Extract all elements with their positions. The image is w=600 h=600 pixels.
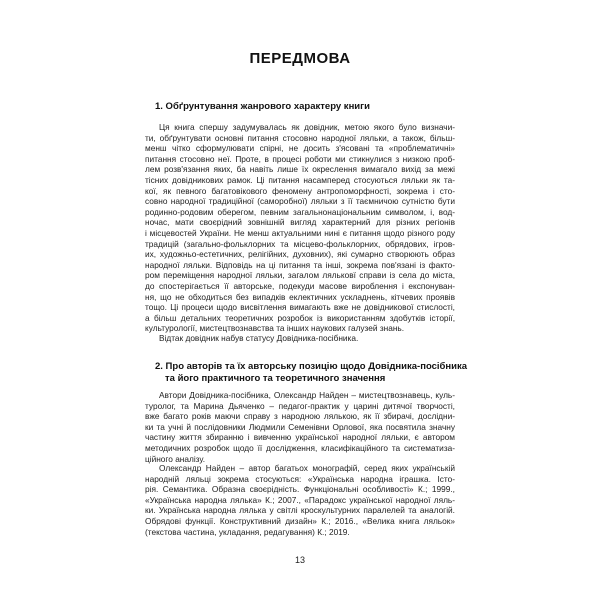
section-2-heading-line-2: та його практичного та теоретичного значення xyxy=(165,373,386,384)
section-2-line: туролог, та Марина Дьяченко – педагог-практик у царині дитячої творчості, xyxy=(145,400,455,411)
section-1-line: до спостерігається її авторське, подекуди масове вироблення і експонуван- xyxy=(145,280,455,291)
section-1-line: кої, як певного багатовікового феномену антропоморфності, зокрема і сто- xyxy=(145,185,455,196)
section-2-line: Обрядові функції. Конструктивний дизайн» К.; 2016., «Велика книга ляльок» xyxy=(145,515,455,526)
section-1-heading: 1. Обґрунтування жанрового характеру книги xyxy=(155,101,370,112)
section-2-line: народній ляльці зокрема стосуються: «Українська народна іграшка. Істо- xyxy=(145,473,455,484)
section-1-line: ти, обґрунтувати основні питання стосовно народної ляльки, а також, більш- xyxy=(145,132,455,143)
section-1-line: народної ляльки. Відповідь на ці питання та інші, зокрема пов'язані із факто- xyxy=(145,259,455,270)
section-2-line: (текстова частина, укладання, редагування) К.; 2019. xyxy=(145,526,350,537)
section-1-line: менш чітко сформулювати спірні, не досить з'ясовані та «проблематичні» xyxy=(145,143,455,154)
section-1-line: а більш детальних теоретичних розробок із використанням здобутків історії, xyxy=(145,312,455,323)
section-1-closing xyxy=(145,333,455,344)
section-1-line: культурології, мистецтвознавства та інших наукових галузей знань. xyxy=(145,323,405,334)
section-1-closing-line: Відтак довідник набув статусу Довідника-посібника. xyxy=(159,333,359,343)
section-2-line: методичних розробок щодо її дослідження, класифікаційного та систематиза- xyxy=(145,442,455,453)
section-1-line: тісних довідникових рамок. Ці питання насамперед стосуються ляльки як та- xyxy=(145,174,455,185)
page-title: ПЕРЕДМОВА xyxy=(249,50,351,67)
section-2-line: рія. Семантика. Образна своєрідність. Функціональні особливості» К.; 1999., xyxy=(145,484,455,495)
section-1-line: традицій (загально-фольклорних та місцево-фольклорних, обрядових, ігров- xyxy=(145,238,455,249)
section-2-line: ки та учні й послідовники Людмили Семенівни Орлової, яка посвятила значну xyxy=(145,421,455,432)
section-2-line: ційного аналізу. xyxy=(145,453,206,464)
section-1-body xyxy=(145,122,455,334)
section-1-line: і місцевостей України. Не менш актуальними нині є питання щодо різного роду xyxy=(145,227,455,238)
section-1-line: родинно-родовим оберегом, певним загальнонаціональним символом, і, вод- xyxy=(145,206,455,217)
section-1-line: их, художньо-естетичних, релігійних, духовних), які сумарно створюють образ xyxy=(145,249,455,260)
section-2-heading-line-1: 2. Про авторів та їх авторську позицію щодо Довідника-посібника xyxy=(155,361,468,372)
section-2-line: «Українська народна лялька» К.; 2007., «Парадокс української народної ляль- xyxy=(145,494,455,505)
section-2-line: частину життя збиранню і вивченню української народної ляльки, є автором xyxy=(145,432,455,443)
section-1-line: ня, що не обходиться без випадків еклектичних ускладнень, кітчевих проявів xyxy=(145,291,455,302)
section-1-line: Ця книга спершу задумувалась як довідник, метою якого було визначи- xyxy=(159,122,455,132)
section-1-line: питання стосовно неї. Проте, в процесі роботи ми стикнулися з низкою проб- xyxy=(145,153,455,164)
section-1-line: ночас, мати своєрідний зовнішній вигляд характерний для різних регіонів xyxy=(145,217,455,228)
section-1-line: совно народної традиційної (саморобної) ляльки з її таємничою сутністю бути xyxy=(145,196,455,207)
page-number: 13 xyxy=(294,555,305,565)
section-1-line: тощо. Ці процеси щодо висвітлення вимагають вже не довідникової стислості, xyxy=(145,302,455,313)
section-2-line: Автори Довідника-посібника, Олександр Найден – мистецтвознавець, куль- xyxy=(159,390,455,400)
section-2-line: ки. Українська народна лялька у світлі кроскультурних паралелей та аналогій. xyxy=(145,505,455,516)
section-1-line: ром переміщення народної ляльки, загалом ляльковї справи із села до міста, xyxy=(145,270,455,281)
section-2-line: Олександр Найден – автор багатьох монографій, серед яких українській xyxy=(159,463,455,473)
section-2-paragraph-2 xyxy=(145,463,455,537)
section-2-paragraph-1 xyxy=(145,390,455,464)
section-2-line: вже багато років маючи справу з народною лялькою, як її збирачі, дослідни- xyxy=(145,411,455,422)
section-1-line: лем розв'язання яких, ба навіть лише їх окреслення вимагало вихід за межі xyxy=(145,164,455,175)
section-2-heading xyxy=(155,361,467,385)
